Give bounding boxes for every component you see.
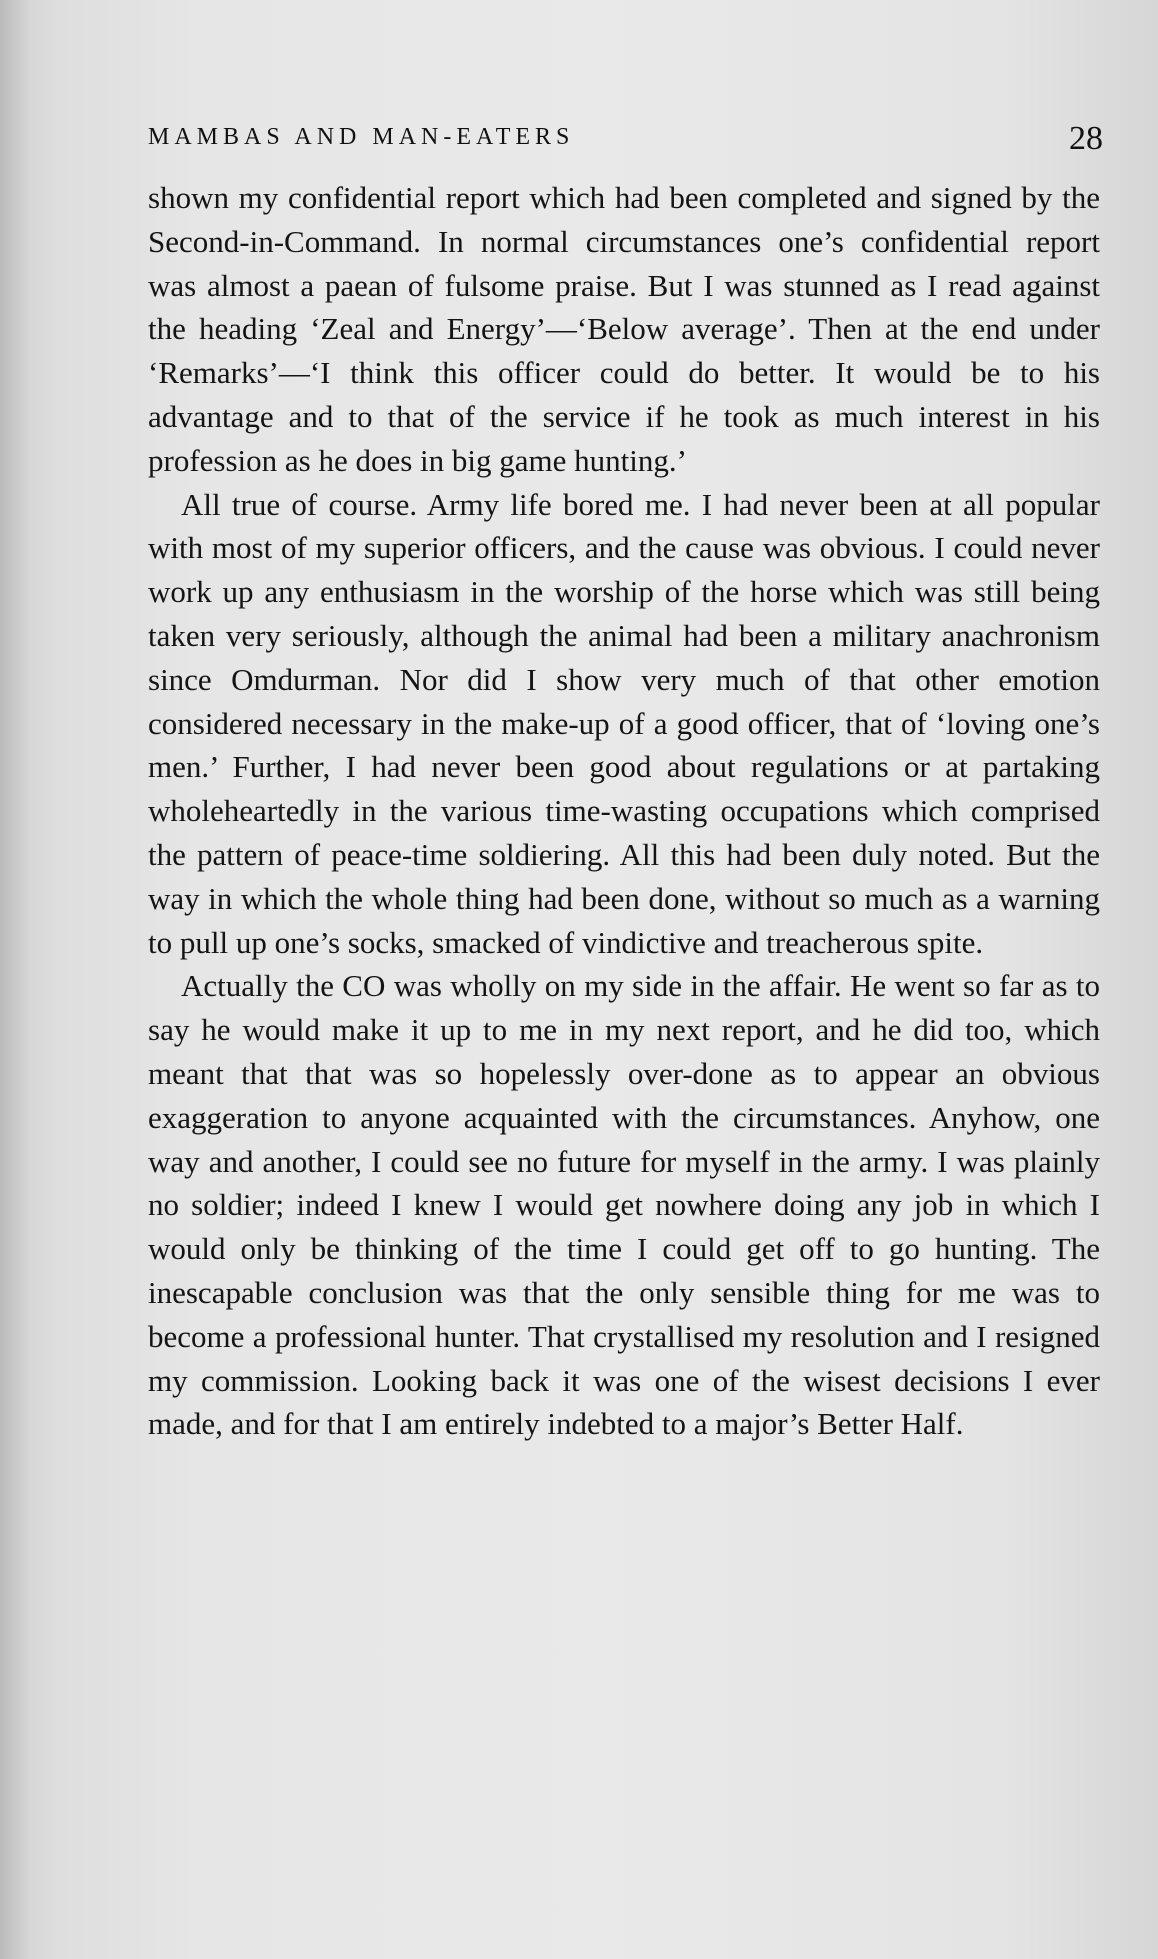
page-gutter-shadow (0, 0, 30, 1959)
paragraph-3: Actually the CO was wholly on my side in the affair. He went so far as to say he would make it up to me in my next report, and he did too, which meant that that was so hopelessly over-done as to appear an obvious exaggeration to anyone acquainted with the circumstances. Anyhow, one way and another, I could see no future for myself in the army. I was plainly no soldier; indeed I knew I would get nowhere doing any job in which I would only be thinking of the time I could get off to go hunting. The inescapable conclusion was that the only sensible thing for me was to become a professional hunter. That crystallised my resolution and I resigned my commission. Looking back it was one of the wisest decisions I ever made, and for that I am entirely indebted to a major’s Better Half. (148, 968, 1100, 1442)
running-title: MAMBAS AND MAN-EATERS (148, 124, 575, 150)
page-header (148, 120, 1103, 170)
page-number: 28 (1069, 120, 1103, 157)
paragraph-1: shown my confidential report which had been completed and signed by the Second-in-Command. In normal circumstances one’s confidential report was almost a paean of fulsome praise. But I was stunned as I read against the heading ‘Zeal and Energy’—‘Below average’. Then at the end under ‘Remarks’—‘I think this officer could do better. It would be to his advantage and to that of the service if he took as much interest in his profession as he does in big game hunting.’ (148, 180, 1100, 478)
body-text (148, 176, 1100, 1446)
paragraph-2: All true of course. Army life bored me. I had never been at all popular with most of my superior officers, and the cause was obvious. I could never work up any enthusiasm in the worship of the horse which was still being taken very seriously, although the animal had been a military anachronism since Omdurman. Nor did I show very much of that other emotion considered necessary in the make-up of a good officer, that of ‘loving one’s men.’ Further, I had never been good about regulations or at partaking wholeheartedly in the various time-wasting occupations which comprised the pattern of peace-time soldiering. All this had been duly noted. But the way in which the whole thing had been done, without so much as a warning to pull up one’s socks, smacked of vindictive and treacherous spite. (148, 486, 1100, 960)
